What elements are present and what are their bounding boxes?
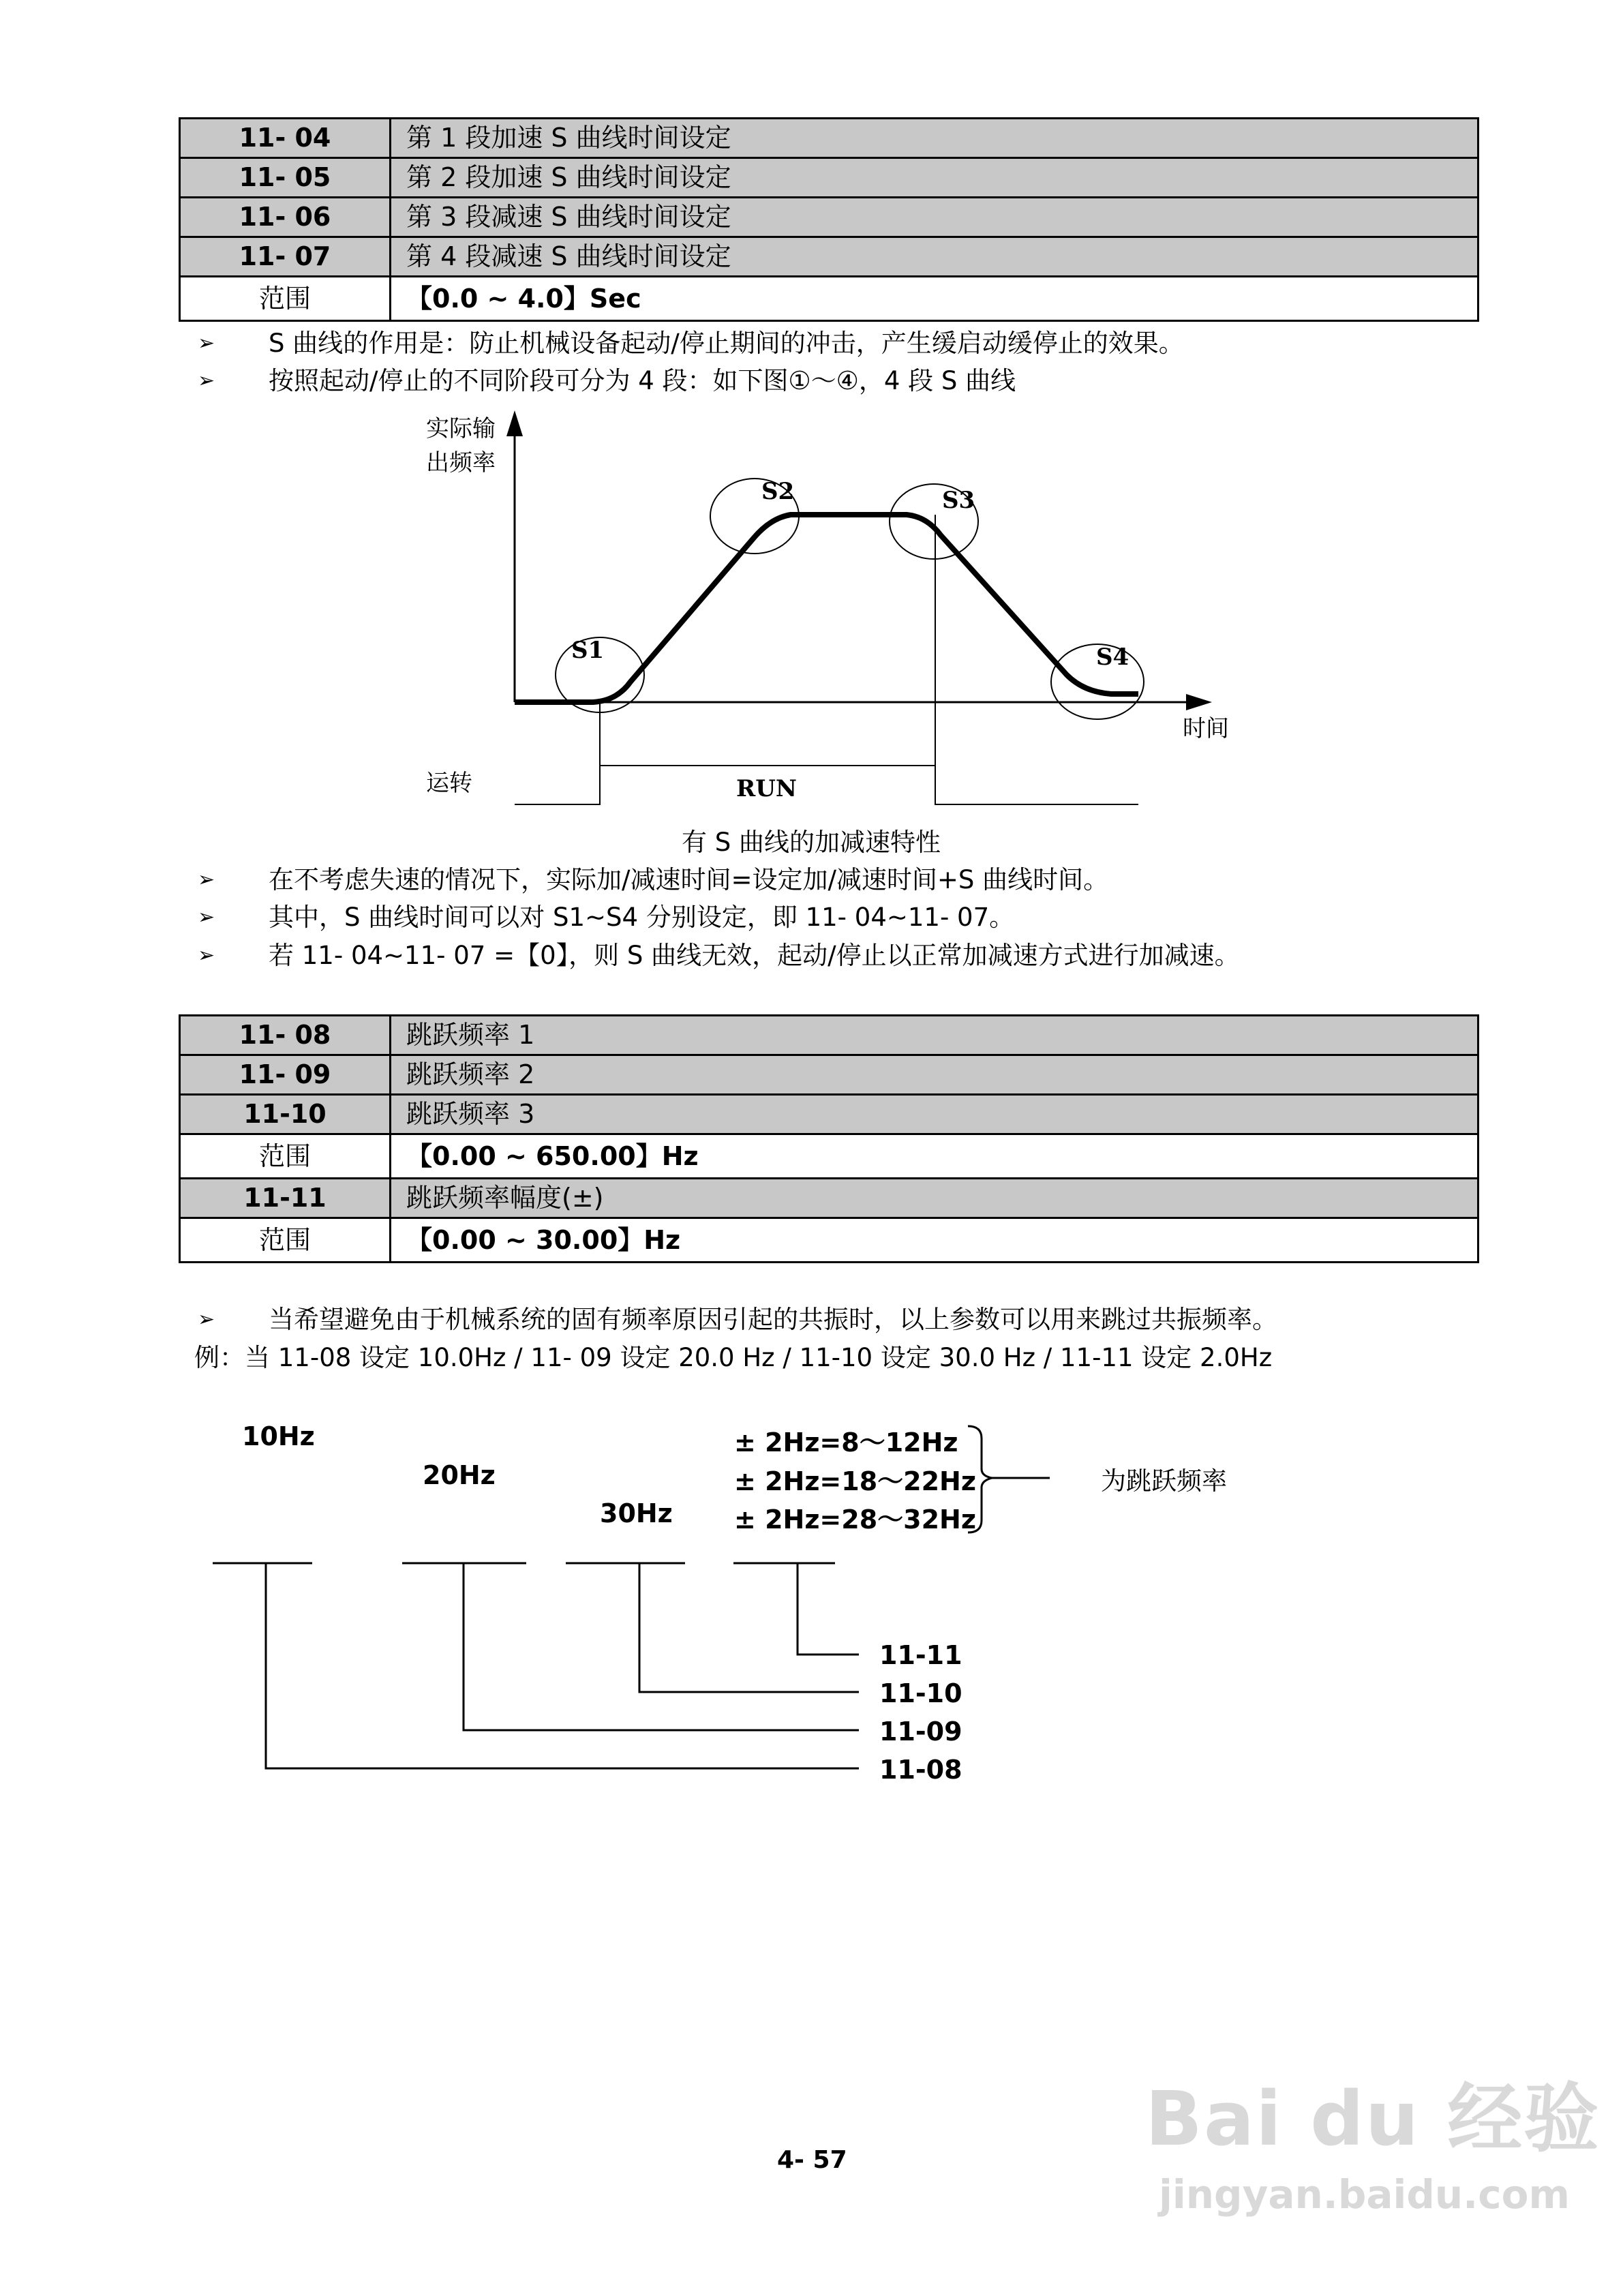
arrow-bullet-icon: ➢ [198, 1308, 215, 1331]
table-row [180, 119, 1478, 158]
jump-freq-param-table [179, 1014, 1479, 1263]
arrow-bullet-icon: ➢ [198, 369, 215, 393]
bullet-text: 当希望避免由于机械系统的固有频率原因引起的共振时，以上参数可以用来跳过共振频率。 [269, 1305, 1277, 1334]
param-desc: 第 2 段加速 S 曲线时间设定 [391, 158, 1478, 198]
freq-label-10hz: 10Hz [242, 1421, 315, 1451]
s2-label: S2 [761, 478, 795, 505]
y-axis-label-line1: 实际输 [426, 415, 496, 442]
table-row [180, 1095, 1478, 1134]
param-label-11-10: 11-10 [879, 1678, 962, 1708]
brace-label: 为跳跃频率 [1101, 1466, 1227, 1496]
param-desc: 第 1 段加速 S 曲线时间设定 [391, 119, 1478, 158]
table-row [180, 1179, 1478, 1218]
param-code: 11- 04 [180, 119, 391, 158]
range-label: 范围 [180, 1218, 391, 1263]
arrow-bullet-icon: ➢ [198, 905, 215, 929]
s-curve-param-table [179, 117, 1479, 322]
table-row [180, 198, 1478, 237]
leader-11-10 [639, 1563, 859, 1692]
param-label-11-09: 11-09 [879, 1717, 962, 1747]
run-signal-line [515, 766, 1138, 804]
bullet-text: 在不考虑失速的情况下，实际加/减速时间=设定加/减速时间+S 曲线时间。 [269, 865, 1109, 894]
brace-icon [968, 1426, 992, 1532]
y-axis-label-line2: 出频率 [426, 449, 496, 477]
s3-label: S3 [942, 487, 975, 514]
bullet-text: 按照起动/停止的不同阶段可分为 4 段：如下图①～④，4 段 S 曲线 [269, 366, 1016, 395]
arrow-bullet-icon: ➢ [198, 943, 215, 967]
example-text: 例：当 11-08 设定 10.0Hz / 11- 09 设定 20.0 Hz / 11-10 设定 30.0 Hz / 11-11 设定 2.0Hz [194, 1343, 1273, 1372]
x-axis-arrow-icon [1186, 694, 1212, 710]
page-number: 4- 57 [777, 2146, 847, 2174]
bullet-text: S 曲线的作用是：防止机械设备起动/停止期间的冲击，产生缓启动缓停止的效果。 [269, 329, 1184, 358]
param-desc: 跳跃频率幅度(±) [391, 1179, 1478, 1218]
run-text: RUN [736, 775, 797, 802]
table-row [180, 158, 1478, 198]
param-code: 11-10 [180, 1095, 391, 1134]
baidu-watermark-logo: Bai du 经验 [1145, 2075, 1601, 2162]
table-row [180, 1016, 1478, 1055]
s4-label: S4 [1096, 644, 1129, 671]
s-curve-diagram [382, 402, 1241, 839]
table-row [180, 1218, 1478, 1263]
leader-11-09 [464, 1563, 859, 1730]
param-desc: 跳跃频率 3 [391, 1095, 1478, 1134]
param-code: 11-11 [180, 1179, 391, 1218]
bullet-text: 若 11- 04~11- 07 =【0】，则 S 曲线无效，起动/停止以正常加减速方式进行加减速。 [269, 941, 1240, 970]
run-row-label: 运转 [426, 770, 472, 797]
jump-range-3: ± 2Hz=28～32Hz [734, 1505, 976, 1535]
s1-label: S1 [571, 637, 605, 664]
param-code: 11- 06 [180, 198, 391, 237]
range-label: 范围 [180, 1134, 391, 1179]
param-code: 11- 08 [180, 1016, 391, 1055]
jump-range-2: ± 2Hz=18～22Hz [734, 1466, 976, 1496]
param-label-11-11: 11-11 [879, 1640, 962, 1670]
param-desc: 第 3 段减速 S 曲线时间设定 [391, 198, 1478, 237]
table-row [180, 237, 1478, 277]
param-desc: 跳跃频率 2 [391, 1055, 1478, 1095]
leader-11-11 [798, 1563, 859, 1655]
param-code: 11- 09 [180, 1055, 391, 1095]
param-desc: 第 4 段减速 S 曲线时间设定 [391, 237, 1478, 277]
freq-label-30hz: 30Hz [600, 1498, 673, 1528]
arrow-bullet-icon: ➢ [198, 331, 215, 355]
range-label: 范围 [180, 277, 391, 321]
arrow-bullet-icon: ➢ [198, 868, 215, 892]
table-row [180, 277, 1478, 321]
param-code: 11- 05 [180, 158, 391, 198]
param-desc: 跳跃频率 1 [391, 1016, 1478, 1055]
table-row [180, 1055, 1478, 1095]
range-value: 【0.00 ~ 650.00】Hz [391, 1134, 1478, 1179]
range-value: 【0.00 ~ 30.00】Hz [391, 1218, 1478, 1263]
x-axis-label: 时间 [1183, 715, 1229, 742]
param-label-11-08: 11-08 [879, 1755, 962, 1785]
leader-11-08 [266, 1563, 859, 1768]
freq-label-20hz: 20Hz [423, 1460, 496, 1490]
table-row [180, 1134, 1478, 1179]
range-value: 【0.0 ~ 4.0】Sec [391, 277, 1478, 321]
jump-range-1: ± 2Hz=8～12Hz [734, 1428, 958, 1457]
y-axis-arrow-icon [506, 410, 523, 436]
diagram-caption: 有 S 曲线的加减速特性 [682, 828, 941, 857]
watermark-url: jingyan.baidu.com [1159, 2171, 1570, 2218]
s-curve-line [515, 515, 1138, 702]
bullet-text: 其中，S 曲线时间可以对 S1~S4 分别设定，即 11- 04~11- 07。 [269, 903, 1015, 932]
param-code: 11- 07 [180, 237, 391, 277]
